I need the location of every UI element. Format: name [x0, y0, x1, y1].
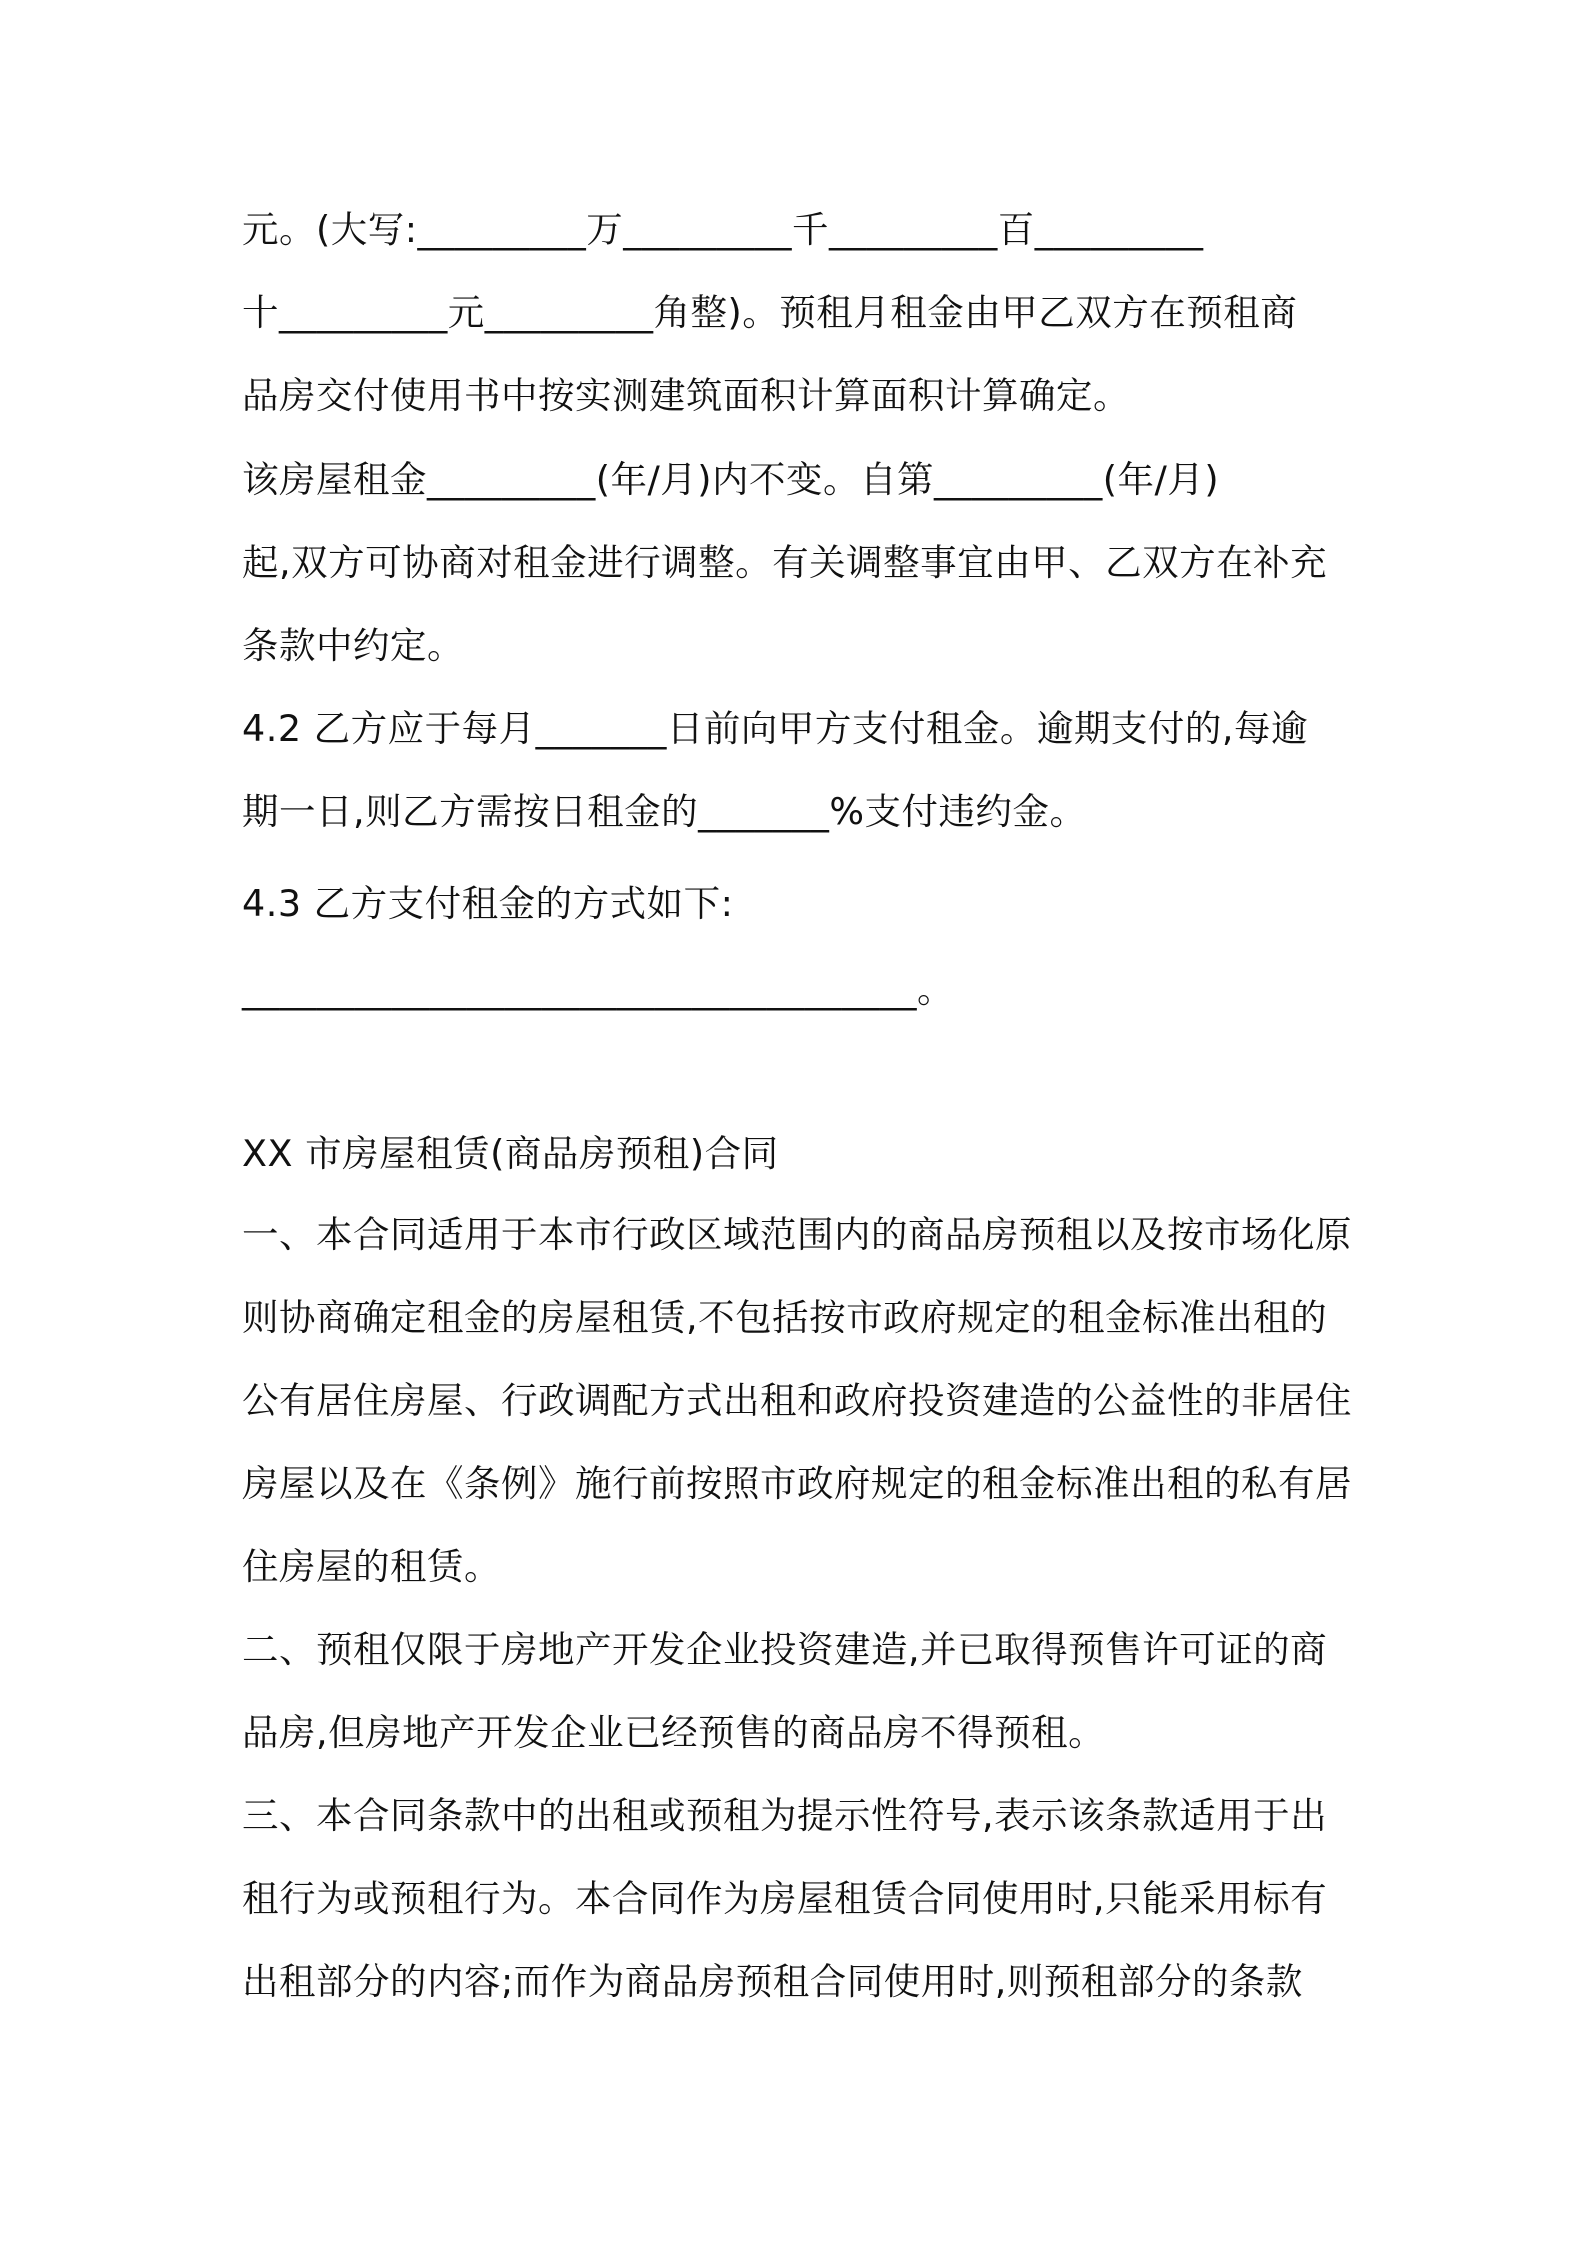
note-3: 三、本合同条款中的出租或预租为提示性符号,表示该条款适用于出 — [242, 1794, 1328, 1837]
clause-4-2: 4.2 乙方应于每月_______日前向甲方支付租金。逾期支付的,每逾 — [242, 707, 1309, 750]
text-line: 期一日,则乙方需按日租金的_______%支付违约金。 — [242, 790, 1087, 833]
text-line: 公有居住房屋、行政调配方式出租和政府投资建造的公益性的非居住 — [242, 1379, 1352, 1422]
text-line: 品房交付使用书中按实测建筑面积计算面积计算确定。 — [242, 374, 1130, 417]
note-2: 二、预租仅限于房地产开发企业投资建造,并已取得预售许可证的商 — [242, 1628, 1328, 1671]
clause-4-3: 4.3 乙方支付租金的方式如下: — [242, 882, 734, 925]
text-line: 条款中约定。 — [242, 624, 464, 667]
text-line: 品房,但房地产开发企业已经预售的商品房不得预租。 — [242, 1711, 1106, 1754]
text-line: 起,双方可协商对租金进行调整。有关调整事宜由甲、乙双方在补充 — [242, 541, 1328, 584]
blank-fill-line: ____________________________________。 — [242, 968, 954, 1011]
text-line: 十_________元_________角整)。预租月租金由甲乙双方在预租商 — [242, 291, 1298, 334]
text-line: 房屋以及在《条例》施行前按照市政府规定的租金标准出租的私有居 — [242, 1462, 1352, 1505]
text-line: 租行为或预租行为。本合同作为房屋租赁合同使用时,只能采用标有 — [242, 1877, 1328, 1920]
text-line: 元。(大写:_________万_________千_________百_________ — [242, 208, 1204, 251]
contract-title: XX 市房屋租赁(商品房预租)合同 — [242, 1132, 779, 1175]
text-line: 出租部分的内容;而作为商品房预租合同使用时,则预租部分的条款 — [242, 1960, 1303, 2003]
note-1: 一、本合同适用于本市行政区域范围内的商品房预租以及按市场化原 — [242, 1213, 1352, 1256]
text-line: 该房屋租金_________(年/月)内不变。自第_________(年/月) — [242, 458, 1220, 501]
text-line: 则协商确定租金的房屋租赁,不包括按市政府规定的租金标准出租的 — [242, 1296, 1328, 1339]
text-line: 住房屋的租赁。 — [242, 1545, 501, 1588]
